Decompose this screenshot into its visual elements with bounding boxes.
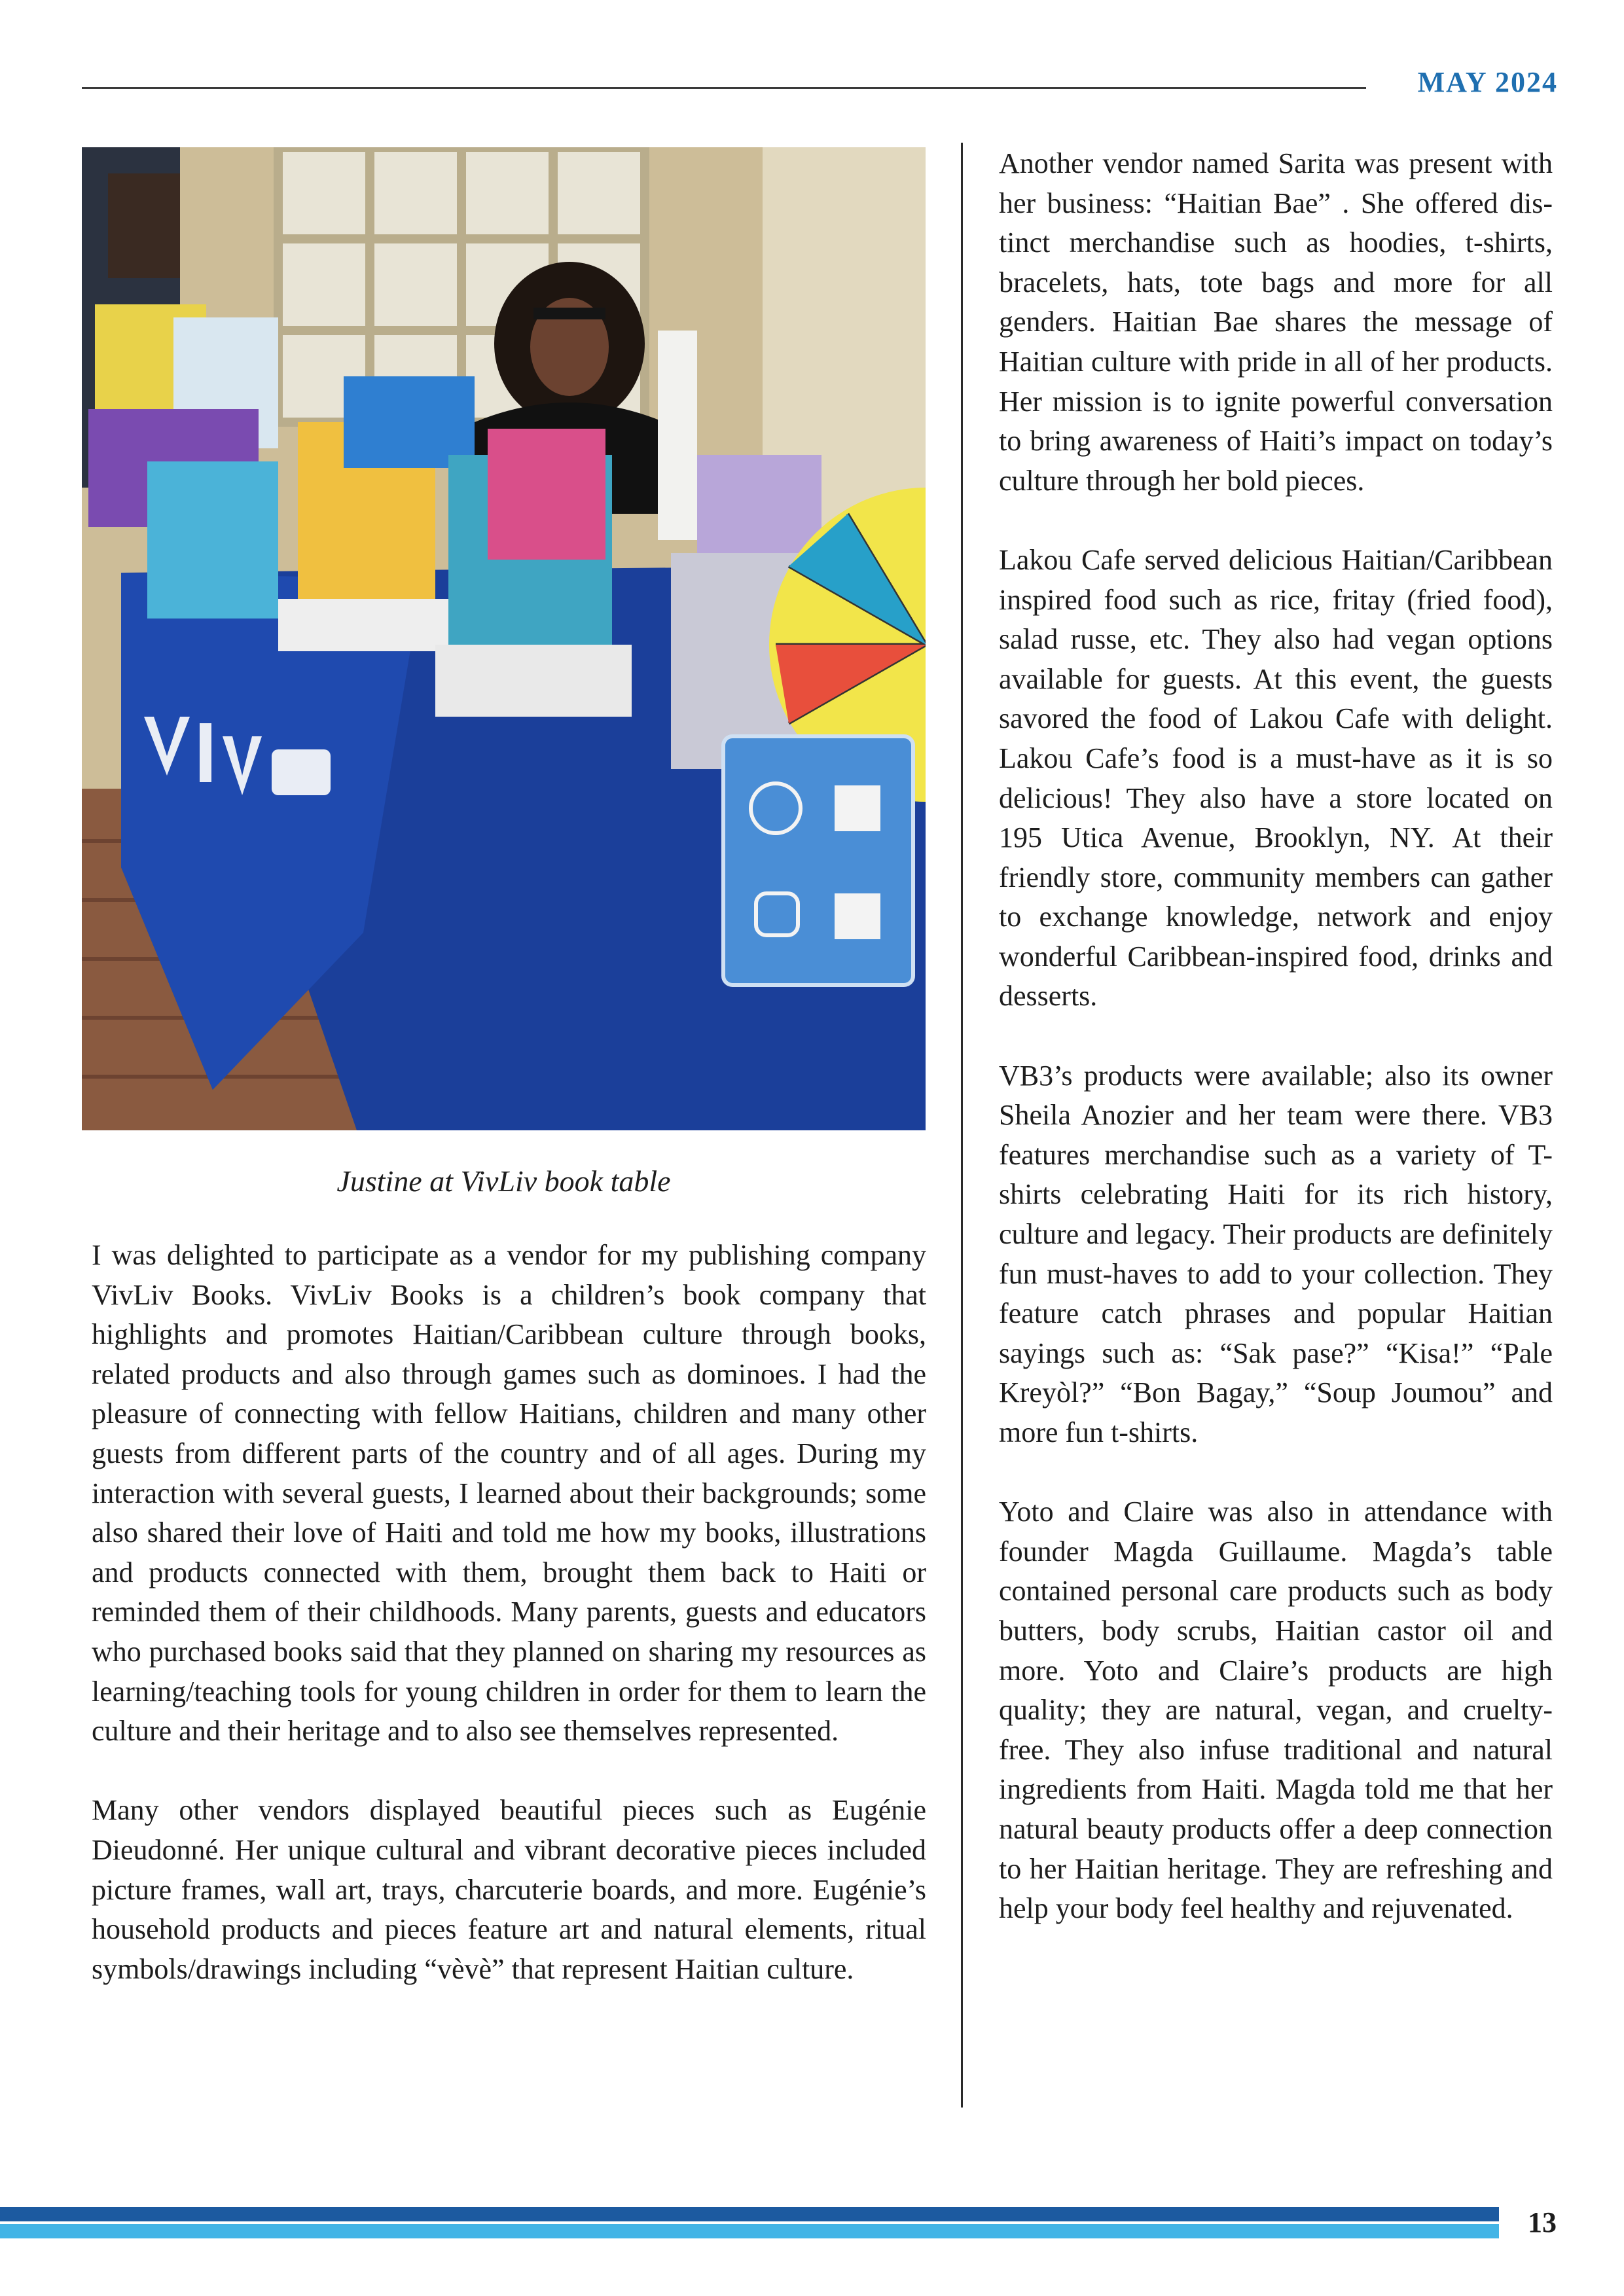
left-column: [92, 1236, 926, 2029]
photo-illustration: [82, 147, 926, 1130]
photo-caption: Justine at VivLiv book table: [336, 1164, 671, 1198]
paragraph-haitian-bae: Another vendor named Sarita was present with her business: “Haitian Bae” . She offered dis-tinct merchandise such as hoodies, t-shirts, bracelets, hats, tote bags and more for all genders. Haitian Bae shares the message of Haitian culture with pride in all of her products. Her mission is to ignite powerful conversation to bring awareness of Haiti’s impact on today’s culture through her bold pieces.: [999, 147, 1553, 497]
paragraph-vb3: VB3’s products were available; also its owner Sheila Anozier and her team were there. VB3 features merchandise such as a variety of T-shirts celebrating Haiti for its rich history, culture and legacy. Their products are definitely fun must-haves to add to your collection. They feature catch phrases and popular Haitian sayings such as: “Sak pase?” “Kisa!” “Pale Kreyòl?” “Bon Bagay,” “Soup Joumou” and more fun t-shirts.: [999, 1059, 1553, 1448]
vendor-table-photo: [82, 147, 926, 1130]
page-number: 13: [1528, 2206, 1557, 2238]
right-column: [999, 144, 1553, 1968]
footer-band-light: [0, 2224, 1499, 2238]
paragraph-yoto-claire: Yoto and Claire was also in attendance with founder Magda Guillaume. Magda’s table contained personal care products such as body butters, body scrubs, Haitian castor oil and more. Yoto and Claire’s products are high quality; they are natural, vegan, and cruelty-free. They also infuse traditional and natural ingredients from Haiti. Magda told me that her natural beauty products offer a deep connection to her Haitian heritage. They are refreshing and help your body feel healthy and rejuvenated.: [999, 1496, 1553, 1925]
paragraph-vivliv: I was delighted to participate as a vendor for my publishing company VivLiv Books. VivLiv Books is a children’s book company that highlights and promotes Haitian/Caribbean culture through books, related products and also through games such as dominoes. I had the pleasure of connecting with fellow Haitians, children and many other guests from different parts of the country and of all ages. During my interaction with several guests, I learned about their backgrounds; some also shared their love of Haiti and told me how my books, illustrations and products connected with them, brought them back to Haiti or reminded them of their childhoods. Many parents, guests and educators who purchased books said that they planned on sharing my resources as learning/teaching tools for young children in order for them to learn the culture and their heritage and to also see themselves represented.: [92, 1239, 926, 1748]
column-divider: [961, 143, 963, 2108]
header-rule: [82, 87, 1366, 89]
paragraph-eugenie: Many other vendors displayed beautiful pieces such as Eugénie Dieudonné. Her unique cultural and vibrant decorative pieces included picture frames, wall art, trays, charcuterie boards, and more. Eugénie’s household products and pieces feature art and natural elements, ritual symbols/drawings including “vèvè” that represent Haitian culture.: [92, 1794, 926, 1985]
footer-band-dark: [0, 2207, 1499, 2221]
issue-date: MAY 2024: [1417, 66, 1558, 98]
paragraph-lakou-cafe: Lakou Cafe served delicious Haitian/Caribbean inspired food such as rice, fritay (fried food), salad russe, etc. They also had vegan options available for guests. At this event, the guests savored the food of Lakou Cafe with delight. Lakou Cafe’s food is a must-have as it is so delicious! They also have a store located on 195 Utica Avenue, Brooklyn, NY. At their friendly store, community members can gather to exchange knowledge, network and enjoy wonderful Caribbean-inspired food, drinks and desserts.: [999, 543, 1553, 1013]
